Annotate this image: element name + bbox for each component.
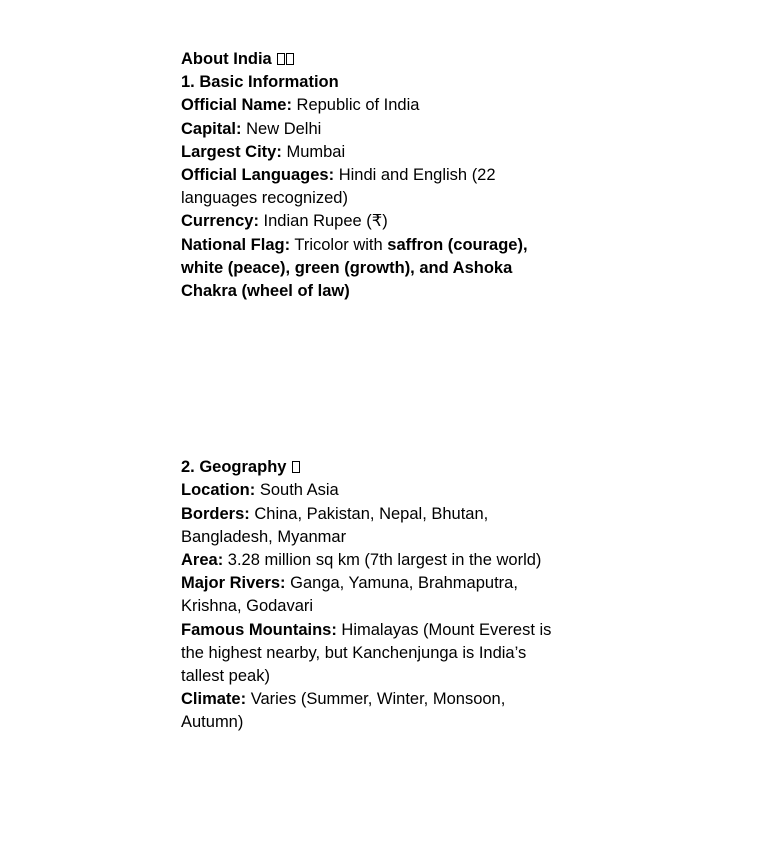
borders-row [181,503,571,549]
location-value: South Asia [255,481,339,500]
mountains-row [181,619,571,689]
rivers-row [181,572,571,618]
currency-row [181,210,571,233]
mountains-label: Famous Mountains: [181,620,337,639]
languages-label: Official Languages: [181,166,335,185]
document-page [181,48,571,735]
mountains-value: Himalayas (Mount Everest is the highest nearby, but Kanchenjunga is India’s tallest peak) [181,620,552,686]
languages-value: Hindi and English (22 languages recognized) [181,166,496,208]
largest-city-row [181,141,571,164]
document-title-line [181,48,571,71]
section1-heading: 1. Basic Information [181,73,339,92]
largest-city-value: Mumbai [281,142,346,161]
capital-row [181,118,571,141]
currency-value: Indian Rupee (₹) [258,212,388,231]
flag-label: National Flag: [181,235,291,254]
section2-heading-line [181,456,571,479]
rivers-value: Ganga, Yamuna, Brahmaputra, Krishna, Godavari [181,574,518,616]
official-name-row [181,94,571,117]
capital-value: New Delhi [241,119,322,138]
flag-row [181,234,571,304]
location-label: Location: [181,481,256,500]
currency-label: Currency: [181,212,259,231]
area-row [181,549,571,572]
climate-row [181,688,571,734]
climate-label: Climate: [181,690,247,709]
document-title: About India [181,50,272,68]
flag-emoji-icon [276,50,294,68]
rivers-label: Major Rivers: [181,574,286,593]
area-label: Area: [181,551,224,570]
location-row [181,479,571,502]
borders-label: Borders: [181,504,250,523]
globe-emoji-icon [291,458,300,476]
official-name-value: Republic of India [291,96,420,115]
borders-value: China, Pakistan, Nepal, Bhutan, Bangladesh, Myanmar [181,504,489,546]
section2-heading: 2. Geography [181,458,287,477]
climate-value: Varies (Summer, Winter, Monsoon, Autumn) [181,690,506,732]
area-value: 3.28 million sq km (7th largest in the world) [223,551,542,570]
official-name-label: Official Name: [181,96,292,115]
flag-value-bold: saffron (courage), white (peace), green (growth), and Ashoka Chakra (wheel of law) [181,235,528,301]
flag-value-plain: Tricolor with [290,235,388,254]
capital-label: Capital: [181,119,242,138]
section-spacer [181,303,571,456]
largest-city-label: Largest City: [181,142,282,161]
languages-row [181,164,571,210]
